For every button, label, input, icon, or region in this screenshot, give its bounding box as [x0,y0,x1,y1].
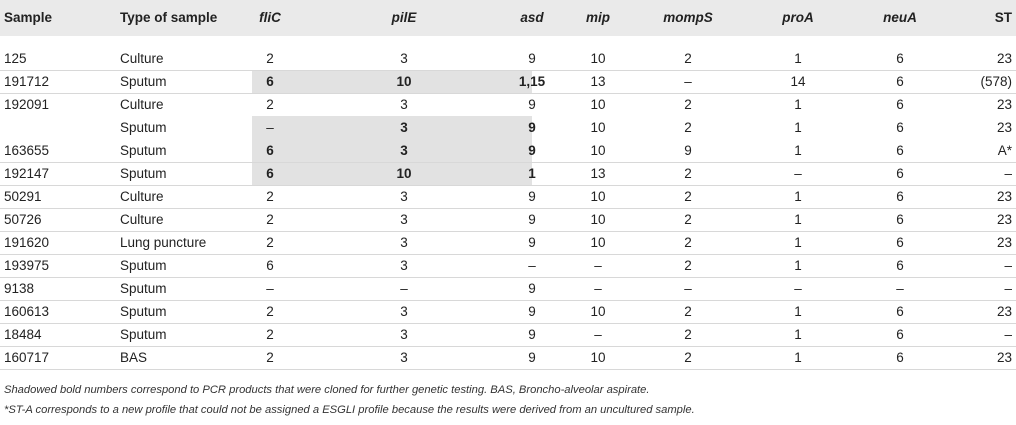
cell-sample [4,116,114,139]
cell-neua: 6 [896,51,904,66]
cell-mip: 10 [590,189,606,204]
cell-neua: 6 [896,97,904,112]
cell-flic: 2 [266,327,274,342]
cell-asd: 9 [528,51,536,66]
cell-pile: 3 [400,235,408,250]
cell-type: Culture [120,212,164,227]
cell-proa: 1 [794,143,802,158]
cell-sample: 50291 [4,189,42,204]
cell-type: Lung puncture [120,235,207,250]
cell-momps: 2 [684,97,692,112]
cell-proa: 1 [794,120,802,135]
cell-sample: 163655 [4,143,50,158]
cell-neua: 6 [896,120,904,135]
cell-proa: 1 [794,235,802,250]
cell-neua: 6 [896,304,904,319]
cell-type: Culture [120,97,164,112]
cell-pile: 3 [400,327,408,342]
cell-asd: 1 [528,166,536,181]
cell-momps: 2 [684,304,692,319]
row-divider [0,162,1016,163]
cell-type: Culture [120,189,164,204]
cell-pile: 3 [400,51,408,66]
cell-flic: 6 [266,166,274,181]
cell-st: 23 [996,304,1012,319]
cell-asd: 9 [528,350,536,365]
cell-proa: 1 [794,97,802,112]
cell-sample: 192147 [4,166,50,181]
row-divider [0,254,1016,255]
table-header [0,0,1016,36]
cell-proa: 1 [794,258,802,273]
cell-mip: – [594,327,602,342]
cell-neua: 6 [896,258,904,273]
cell-mip: – [594,281,602,296]
cell-neua: 6 [896,235,904,250]
cell-flic: 2 [266,212,274,227]
cell-momps: 2 [684,51,692,66]
cell-flic: 6 [266,258,274,273]
cell-sample: 18484 [4,327,42,342]
cell-proa: – [794,281,802,296]
cell-sample: 50726 [4,212,42,227]
cell-asd: – [528,258,536,273]
header-momps: mompS [663,10,713,25]
cell-st: (578) [980,74,1012,89]
cell-asd: 9 [528,304,536,319]
cell-pile: – [400,281,408,296]
header-asd: asd [520,10,544,25]
cell-sample: 191712 [4,74,50,89]
cell-pile: 3 [400,350,408,365]
cell-asd: 9 [528,281,536,296]
cell-proa: 1 [794,189,802,204]
cell-st: 23 [996,120,1012,135]
cell-momps: 2 [684,235,692,250]
cell-flic: 6 [266,143,274,158]
cell-mip: 10 [590,143,606,158]
cell-mip: 13 [590,166,606,181]
cell-type: Sputum [120,143,167,158]
cell-st: A* [997,143,1012,158]
cell-mip: 10 [590,304,606,319]
footnote-1: Shadowed bold numbers correspond to PCR products that were cloned for further genetic testing. BAS, Broncho-alveolar aspirate. [4,384,650,396]
cell-pile: 3 [400,258,408,273]
cell-momps: 2 [684,166,692,181]
cell-st: – [1004,166,1012,181]
cell-mip: 10 [590,212,606,227]
cell-pile: 3 [400,189,408,204]
cell-mip: 10 [590,350,606,365]
row-divider [0,369,1016,370]
cell-flic: 2 [266,235,274,250]
cell-type: Sputum [120,120,167,135]
cell-flic: 2 [266,189,274,204]
cell-momps: 2 [684,327,692,342]
cell-st: 23 [996,189,1012,204]
header-flic: fliC [259,10,281,25]
cell-momps: 2 [684,258,692,273]
cell-flic: – [266,281,274,296]
cell-flic: 2 [266,51,274,66]
row-divider [0,93,1016,94]
header-type: Type of sample [120,10,218,25]
cell-st: 23 [996,212,1012,227]
cell-momps: – [684,281,692,296]
cell-asd: 9 [528,212,536,227]
cell-mip: 10 [590,97,606,112]
row-divider [0,208,1016,209]
cell-asd: 9 [528,189,536,204]
cell-asd: 1,15 [518,74,546,89]
cell-pile: 3 [400,212,408,227]
cell-neua: 6 [896,212,904,227]
row-divider [0,185,1016,186]
cell-sample: 191620 [4,235,50,250]
cell-asd: 9 [528,235,536,250]
cell-mip: 10 [590,51,606,66]
cell-pile: 3 [400,120,408,135]
cell-momps: 2 [684,350,692,365]
cell-asd: 9 [528,97,536,112]
header-pile: pilE [391,10,417,25]
cell-asd: 9 [528,143,536,158]
cell-flic: 2 [266,304,274,319]
header-st: ST [994,10,1012,25]
cell-sample: 193975 [4,258,50,273]
cell-type: Culture [120,51,164,66]
cell-pile: 3 [400,304,408,319]
cell-type: Sputum [120,74,167,89]
cell-st: – [1004,281,1012,296]
header-sample: Sample [4,10,53,25]
cell-momps: – [684,74,692,89]
cell-momps: 2 [684,120,692,135]
cell-st: 23 [996,97,1012,112]
cell-type: Sputum [120,304,167,319]
cell-mip: 10 [590,235,606,250]
cell-flic: 6 [266,74,274,89]
cell-proa: – [794,166,802,181]
cell-type: BAS [120,350,148,365]
cell-type: Sputum [120,281,167,296]
cell-proa: 1 [794,212,802,227]
row-divider [0,300,1016,301]
cell-neua: 6 [896,350,904,365]
row-divider [0,231,1016,232]
header-neua: neuA [883,10,917,25]
cell-pile: 3 [400,97,408,112]
cell-momps: 2 [684,189,692,204]
cell-sample: 160717 [4,350,50,365]
header-proa: proA [782,10,814,25]
footnote-2: *ST-A corresponds to a new profile that could not be assigned a ESGLI profile because the results were derived from an uncultured sample. [4,404,695,416]
row-divider [0,70,1016,71]
cell-type: Sputum [120,327,167,342]
cell-st: 23 [996,350,1012,365]
cell-st: 23 [996,235,1012,250]
cell-type: Sputum [120,258,167,273]
header-mip: mip [585,10,610,25]
cell-proa: 1 [794,327,802,342]
cell-sample: 125 [4,51,27,66]
cell-neua: 6 [896,327,904,342]
cell-sample: 192091 [4,97,50,112]
cell-flic: 2 [266,97,274,112]
cell-pile: 10 [396,74,412,89]
cell-neua: 6 [896,74,904,89]
cell-sample: 9138 [4,281,35,296]
row-divider [0,323,1016,324]
cell-pile: 3 [400,143,408,158]
cell-flic: 2 [266,350,274,365]
cell-mip: – [594,258,602,273]
cell-momps: 2 [684,212,692,227]
cell-proa: 1 [794,350,802,365]
cell-proa: 1 [794,304,802,319]
cell-st: – [1004,258,1012,273]
cell-asd: 9 [528,327,536,342]
cell-neua: 6 [896,166,904,181]
cell-sample: 160613 [4,304,50,319]
cell-type: Sputum [120,166,167,181]
cell-flic: – [266,120,274,135]
cell-neua: – [896,281,904,296]
row-divider [0,346,1016,347]
cell-neua: 6 [896,189,904,204]
cell-proa: 14 [790,74,806,89]
cell-mip: 13 [590,74,606,89]
row-divider [0,277,1016,278]
cell-asd: 9 [528,120,536,135]
cell-pile: 10 [396,166,412,181]
cell-proa: 1 [794,51,802,66]
cell-mip: 10 [590,120,606,135]
cell-st: – [1004,327,1012,342]
cell-momps: 9 [684,143,692,158]
cell-neua: 6 [896,143,904,158]
cell-st: 23 [996,51,1012,66]
